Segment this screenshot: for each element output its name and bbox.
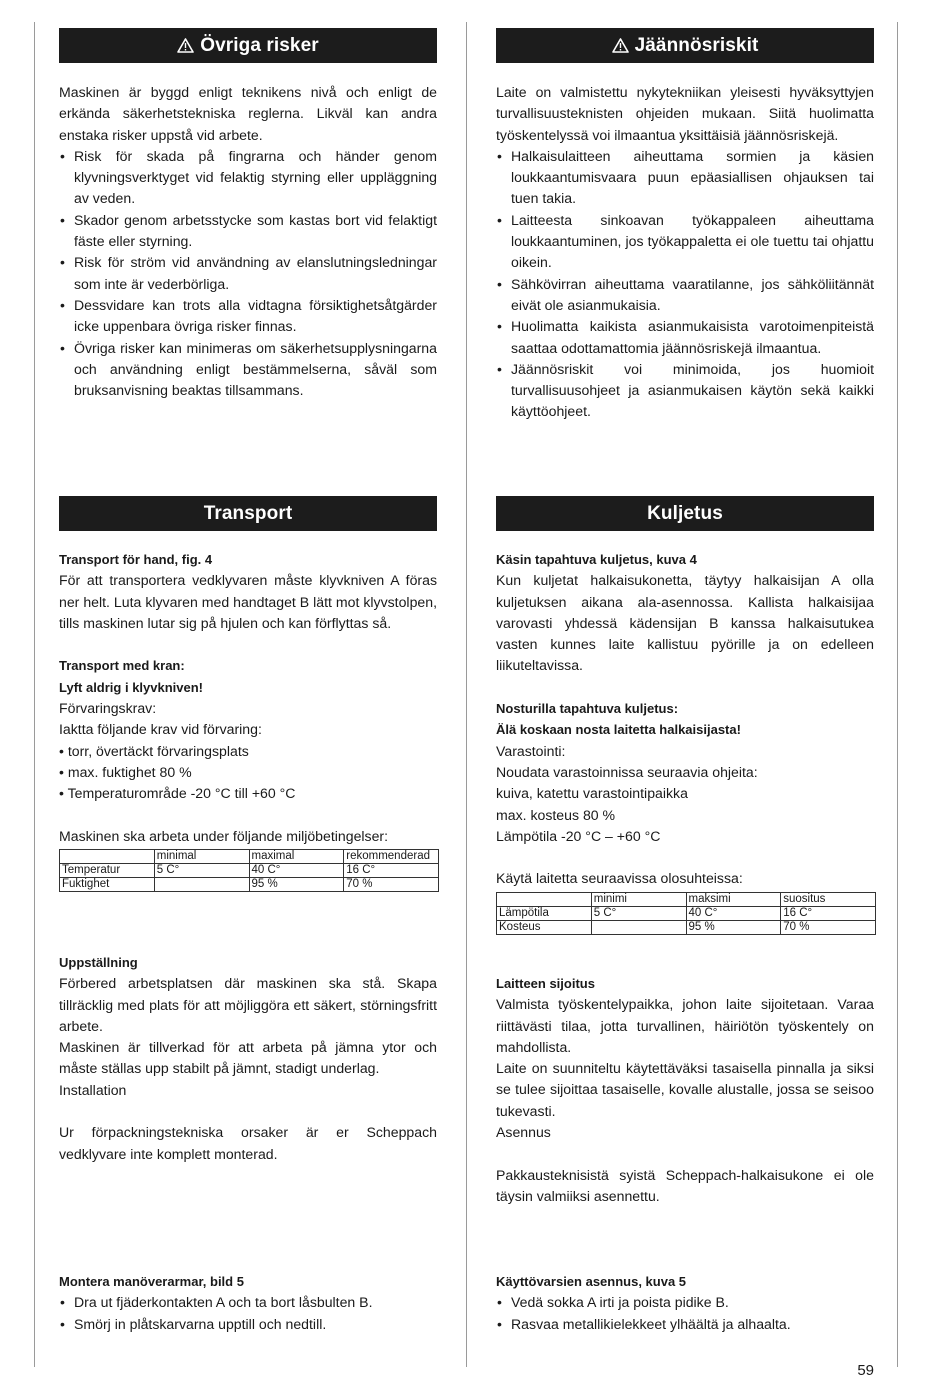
list-item: • Vedä sokka A irti ja poista pidike B.	[496, 1292, 874, 1313]
storage-line: Förvaringskrav:	[59, 700, 157, 717]
setup-section-sv	[59, 952, 437, 1165]
subheading: Laitteen sijoitus	[496, 976, 595, 991]
section-header	[496, 28, 874, 63]
subheading: Montera manöverarmar, bild 5	[59, 1274, 244, 1289]
warning-icon	[612, 30, 629, 65]
section-header	[59, 496, 437, 531]
subheading: Lyft aldrig i klyvkniven!	[59, 679, 204, 695]
table-cell: Kosteus	[497, 920, 592, 934]
table-cell: suositus	[781, 892, 876, 906]
subheading: Uppställning	[59, 955, 138, 970]
subheading: Älä koskaan nosta laitetta halkaisijasta!	[496, 722, 741, 738]
list-item: • Halkaisulaitteen aiheuttama sormien ja käsien loukkaantumisvaara puun epäasiallisen ohjauksen tai tuen takia.	[496, 146, 874, 210]
setup-section-fi	[496, 973, 874, 1207]
subheading: Nosturilla tapahtuva kuljetus:	[496, 701, 679, 717]
table-row	[60, 878, 439, 892]
arms-section-sv	[59, 1271, 437, 1335]
table-cell: 95 %	[686, 920, 781, 934]
list-item: • Skador genom arbetsstycke som kastas bort vid felaktigt fäste eller styrning.	[59, 210, 437, 253]
table-cell: maksimi	[686, 892, 781, 906]
paragraph: För att transportera vedklyvaren måste klyvkniven A föras ner helt. Luta klyvaren med handtaget B lätt mot klyvstolpen, tills maskinen lutar sig på hjulen och kan förflyttas så.	[59, 572, 437, 631]
paragraph: Asennus	[496, 1124, 551, 1141]
risk-section-sv	[59, 28, 437, 401]
list-item: • Dessvidare kan trots alla vidtagna försiktighetsåtgärder icke uppenbara övriga risker finnas.	[59, 295, 437, 338]
storage-line: Noudata varastoinnissa seuraavia ohjeita:	[496, 763, 758, 780]
list-item: • Risk för skada på fingrarna och händer genom klyvningsverktyget vid felaktig styrning eller uppläggning av veden.	[59, 146, 437, 210]
section-header	[496, 496, 874, 531]
risk-list	[59, 146, 437, 402]
table-cell: minimal	[154, 850, 249, 864]
arms-section-fi	[496, 1271, 874, 1335]
table-cell: 16 C°	[781, 906, 876, 920]
column-rule-center	[466, 22, 467, 1367]
column-rule-right	[897, 22, 898, 1367]
paragraph: Ur förpackningstekniska orsaker är er Scheppach vedklyvare inte komplett monterad.	[59, 1124, 437, 1162]
subheading: Transport med kran:	[59, 658, 185, 674]
section-title: Övriga risker	[200, 35, 319, 56]
storage-line: • Temperaturområde -20 °C till +60 °C	[59, 785, 296, 802]
paragraph: Laite on suunniteltu käytettäväksi tasaisella pinnalla ja siksi se tulee sijoittaa tasaiselle, kovalle alustalle, jossa se seisoo tukevasti.	[496, 1060, 874, 1119]
warning-icon	[177, 30, 194, 65]
table-cell: 5 C°	[154, 864, 249, 878]
paragraph: Installation	[59, 1081, 127, 1098]
paragraph: Förbered arbetsplatsen där maskinen ska stå. Skapa tillräcklig med plats för att möjliggöra ett säkert, störningsfritt arbete.	[59, 975, 437, 1034]
risk-intro: Laite on valmistettu nykytekniikan yleisesti hyväksyttyjen turvallisuusteknisten ohjeiden mukaan. Siitä huolimatta työskentelyssä voi ilmaantua yksittäisiä jäännösriskejä.	[496, 84, 874, 143]
subheading: Käsin tapahtuva kuljetus, kuva 4	[496, 552, 697, 567]
env-intro: Maskinen ska arbeta under följande miljöbetingelser:	[59, 827, 389, 844]
section-header	[59, 28, 437, 63]
subheading: Transport för hand, fig. 4	[59, 552, 213, 567]
column-rule-left	[34, 22, 35, 1367]
paragraph: Valmista työskentelypaikka, johon laite sijoitetaan. Varaa riittävästi tilaa, jotta turvallinen, häiriötön työskentely on mahdollista.	[496, 996, 874, 1055]
list-item: • Smörj in plåtskarvarna upptill och nedtill.	[59, 1314, 437, 1335]
table-cell: Fuktighet	[60, 878, 155, 892]
list-item: • Huolimatta kaikista asianmukaisista varotoimenpiteistä saattaa odottamattomia jäännösriskejä ilmaantua.	[496, 316, 874, 359]
table-row	[497, 906, 876, 920]
storage-line: Varastointi:	[496, 742, 566, 759]
table-cell: 40 C°	[686, 906, 781, 920]
list-item: • Dra ut fjäderkontakten A och ta bort låsbulten B.	[59, 1292, 437, 1313]
table-cell: Temperatur	[60, 864, 155, 878]
storage-line: Lämpötila -20 °C – +60 °C	[496, 827, 661, 844]
storage-line: max. kosteus 80 %	[496, 806, 616, 823]
list-item: • Risk för ström vid användning av elanslutningsledningar som inte är vederbörliga.	[59, 252, 437, 295]
page-number: 59	[857, 1362, 874, 1379]
table-row	[497, 920, 876, 934]
section-title: Jäännösriskit	[634, 35, 759, 56]
table-row	[497, 892, 876, 906]
table-cell: rekommenderad	[344, 850, 439, 864]
table-cell: minimi	[591, 892, 686, 906]
storage-line: Iaktta följande krav vid förvaring:	[59, 721, 262, 738]
storage-line: • max. fuktighet 80 %	[59, 763, 192, 780]
risk-list	[496, 146, 874, 423]
arms-list	[59, 1292, 437, 1335]
storage-line: kuiva, katettu varastointipaikka	[496, 785, 688, 802]
table-cell	[60, 850, 155, 864]
table-row	[60, 864, 439, 878]
table-cell	[591, 920, 686, 934]
table-cell: Lämpötila	[497, 906, 592, 920]
table-cell: maximal	[249, 850, 344, 864]
risk-section-fi	[496, 28, 874, 423]
env-table	[496, 892, 876, 935]
table-cell: 95 %	[249, 878, 344, 892]
table-cell: 70 %	[344, 878, 439, 892]
env-intro: Käytä laitetta seuraavissa olosuhteissa:	[496, 870, 743, 887]
table-cell: 70 %	[781, 920, 876, 934]
paragraph: Pakkausteknisistä syistä Scheppach-halkaisukone ei ole täysin valmiiksi asennettu.	[496, 1166, 874, 1204]
section-title: Kuljetus	[647, 503, 723, 524]
arms-list	[496, 1292, 874, 1335]
transport-section-fi	[496, 496, 874, 935]
table-cell	[497, 892, 592, 906]
subheading: Käyttövarsien asennus, kuva 5	[496, 1274, 687, 1289]
paragraph: Kun kuljetat halkaisukonetta, täytyy halkaisijan A olla kuljetuksen aikana ala-asennossa. Kallista halkaisijaa varovasti yhdessä kädensijan B kanssa halkaisutukea vasten kunnes laite kallistuu pyörille ja on edelleen liikuteltavissa.	[496, 572, 874, 674]
risk-intro: Maskinen är byggd enligt teknikens nivå och enligt de erkända säkerhetstekniska reglerna. Likväl kan andra enstaka risker uppstå vid arbete.	[59, 84, 437, 143]
table-cell	[154, 878, 249, 892]
section-title: Transport	[203, 503, 293, 524]
table-cell: 16 C°	[344, 864, 439, 878]
table-cell: 5 C°	[591, 906, 686, 920]
storage-line: • torr, övertäckt förvaringsplats	[59, 742, 249, 759]
transport-section-sv	[59, 496, 437, 892]
paragraph: Maskinen är tillverkad för att arbeta på jämna ytor och måste ställas upp stabilt på jämnt, stadigt underlag.	[59, 1039, 437, 1077]
list-item: • Jäännösriskit voi minimoida, jos huomioit turvallisuusohjeet ja asianmukaisen käytön sekä kaikki käyttöohjeet.	[496, 359, 874, 423]
list-item: • Övriga risker kan minimeras om säkerhetsupplysningarna och användning enligt bestämmelserna, såväl som bruksanvisning beaktas tillsammans.	[59, 338, 437, 402]
list-item: • Rasvaa metallikielekkeet ylhäältä ja alhaalta.	[496, 1314, 874, 1335]
list-item: • Laitteesta sinkoavan työkappaleen aiheuttama loukkaantuminen, jos työkappaletta ei ole tuettu tai ohjattu oikein.	[496, 210, 874, 274]
table-cell: 40 C°	[249, 864, 344, 878]
env-table	[59, 849, 439, 892]
list-item: • Sähkövirran aiheuttama vaaratilanne, jos sähköliitännät eivät ole asianmukaisia.	[496, 274, 874, 317]
table-row	[60, 850, 439, 864]
